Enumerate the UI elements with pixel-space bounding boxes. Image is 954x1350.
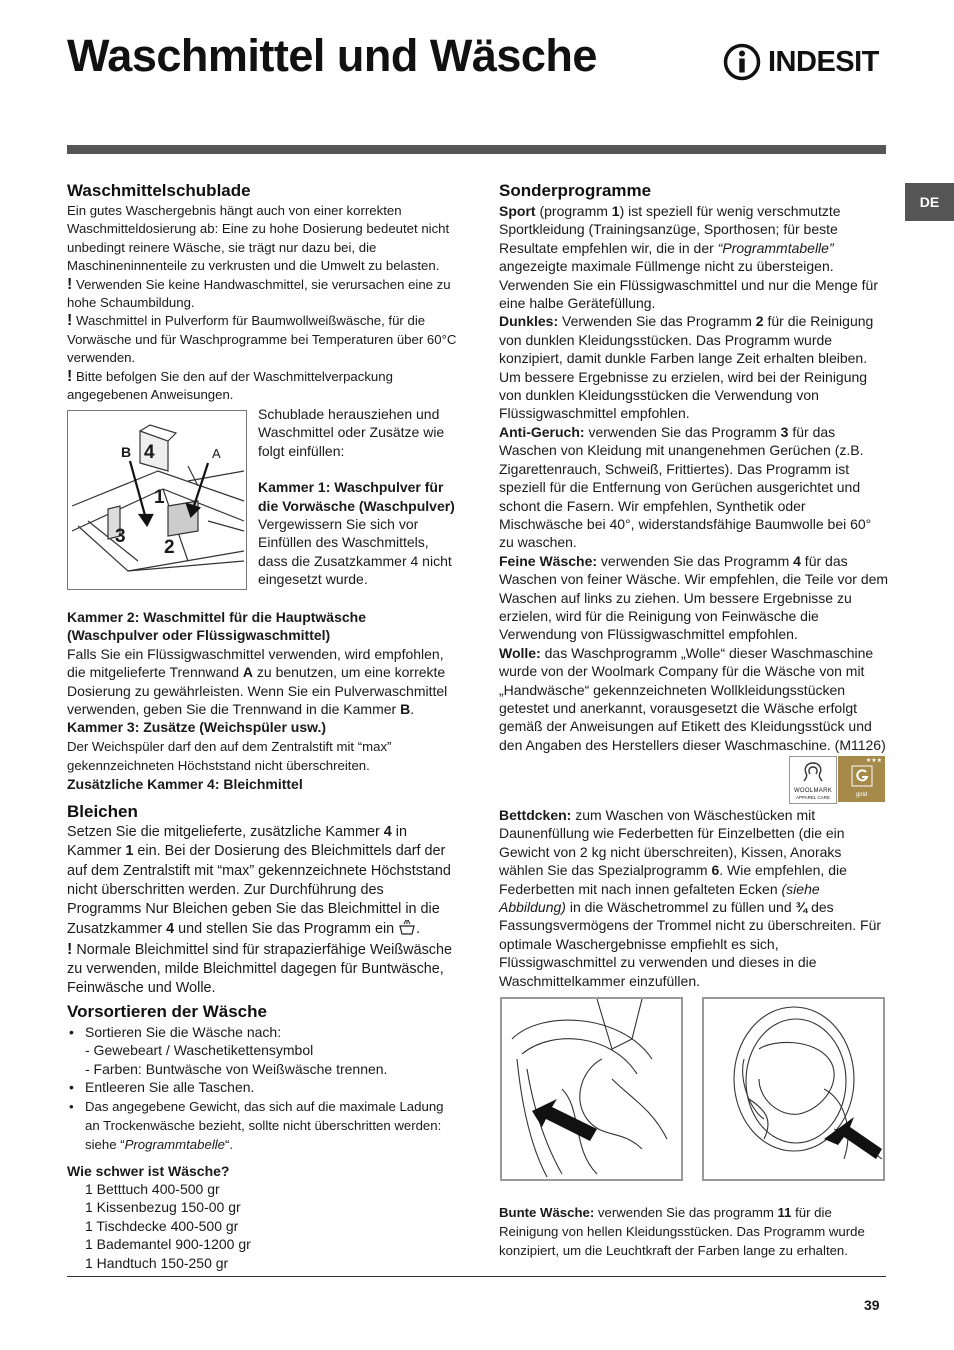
duvet-folding-illustration bbox=[704, 999, 883, 1179]
schublade-warning-3: ! Bitte befolgen Sie den auf der Waschmittelverpackung angegebenen Anweisungen. bbox=[67, 367, 393, 403]
list-item: 1 Kissenbezug 150-00 gr bbox=[85, 1199, 241, 1216]
gold-g-icon bbox=[851, 765, 873, 787]
list-item: • Sortieren Sie die Wäsche nach: - Gewebeart / Waschetikettensymbol - Farben: Buntwäsche von Weißwäsche trennen. bbox=[67, 1023, 459, 1078]
drawer-figure bbox=[67, 410, 247, 590]
bettdecken-section bbox=[499, 806, 889, 990]
list-item: 1 Betttuch 400-500 gr bbox=[85, 1181, 220, 1198]
list-item: • Entleeren Sie alle Taschen. bbox=[67, 1078, 459, 1096]
schublade-intro: Ein gutes Waschergebnis hängt auch von einer korrekten Waschmitteldosierung ab: Eine zu hohe Dosierung bedeutet nicht unbedingt reinere Wäsche, sie trägt nur dazu bei, die Maschineninnenteile zu verkrusten und die Umwelt zu belasten. bbox=[67, 203, 450, 274]
warning-icon: ! bbox=[67, 367, 73, 385]
brand-name: INDESIT bbox=[768, 45, 879, 78]
kammer-3-text: Der Weichspüler darf den auf dem Zentralstift mit “max” gekennzeichneten Höchststand nicht überschreiten. bbox=[67, 738, 392, 773]
list-item: • Das angegebene Gewicht, das sich auf die maximale Ladung an Trockenwäsche bezieht, sollte nicht überschritten werden: siehe “Programmtabelle“. bbox=[67, 1097, 459, 1154]
warning-icon: ! bbox=[67, 940, 73, 958]
duvet-figure-left bbox=[500, 997, 683, 1181]
bleichen-text: Setzen Sie die mitgelieferte, zusätzliche Kammer 4 in Kammer 1 ein. Bei der Dosierung des Bleichmittels darf der auf dem Zentralstift mit “max” gekennzeichnete Höchststand nicht überschritten werden. Zur Durchführung des Programms Nur Bleichen geben Sie das Bleichmittel in die Zusatzkammer 4 und stellen Sie das Programm ein . bbox=[67, 824, 451, 938]
bleichen-warning: ! Normale Bleichmittel sind für strapazierfähige Weißwäsche zu verwenden, milde Bleichmittel dagegen für Buntwäsche, Feinwäsche und Wolle. bbox=[67, 940, 452, 997]
bunte-waesche-section bbox=[499, 1203, 889, 1260]
warning-icon: ! bbox=[67, 275, 73, 293]
bleach-program-icon bbox=[398, 919, 416, 935]
indesit-i-icon bbox=[723, 42, 761, 82]
woolmark-logo: WOOLMARK APPAREL CARE bbox=[789, 756, 837, 804]
label-2: 2 bbox=[164, 537, 175, 558]
fig-text: Schublade herausziehen und Waschmittel oder Zusätze wie folgt einfüllen: bbox=[258, 406, 445, 459]
page-number: 39 bbox=[864, 1297, 880, 1313]
label-4: 4 bbox=[144, 442, 155, 463]
kammer-1-title: Kammer 1: Waschpulver für die Vorwäsche (Waschpulver) bbox=[258, 479, 455, 514]
weight-list bbox=[67, 1180, 459, 1272]
section-heading-vorsortieren: Vorsortieren der Wäsche bbox=[67, 1002, 267, 1021]
list-item: 1 Handtuch 150-250 gr bbox=[85, 1254, 229, 1271]
language-tab: DE bbox=[905, 183, 954, 221]
label-b: B bbox=[121, 444, 132, 460]
gold-stars: ★★★ bbox=[865, 758, 882, 764]
bunte-waesche-text: Bunte Wäsche: verwenden Sie das programm 11 für die Reinigung von hellen Kleidungsstücken. Das Programm wurde konzipiert, um die Leuchtkraft der Farben lange zu erhalten. bbox=[499, 1205, 865, 1258]
kammer-section bbox=[67, 608, 457, 793]
label-a: A bbox=[212, 446, 221, 461]
sport-text: Sport (programm 1) ist speziell für wenig verschmutzte Sportkleidung (Trainingsanzüge, Sporthosen; für beste Resultate empfehlen wir, die in der “Programmtabelle” angezeigte maximale Füllmenge nicht zu übersteigen. Verwenden Sie ein Flüssigwaschmittel und nur die Menge für eine halbe Gerätefüllung. bbox=[499, 203, 878, 312]
schublade-warning-2: ! Waschmittel in Pulverform für Baumwollweißwäsche, für die Vorwäsche und für Waschprogramme bei Temperaturen über 60°C verwenden. bbox=[67, 312, 457, 366]
label-1: 1 bbox=[154, 487, 165, 508]
section-heading-schublade: Waschmittelschublade bbox=[67, 181, 251, 200]
vorsortieren-section bbox=[67, 1001, 459, 1272]
drawer-figure-caption bbox=[258, 405, 458, 589]
brand-logo bbox=[723, 42, 879, 82]
bleichen-section bbox=[67, 801, 459, 999]
weight-heading: Wie schwer ist Wäsche? bbox=[67, 1162, 230, 1179]
dunkles-text: Dunkles: Verwenden Sie das Programm 2 für die Reinigung von dunklen Kleidungsstücken. Das Programm wurde konzipiert, damit dunkle Farben lange Zeit erhalten bleiben. Um bessere Ergebnisse zu erzielen, wird bei der Reinigung von dunklen Kleidungsstücken die Verwendung von Flüssigwaschmittel empfohlen. bbox=[499, 313, 874, 422]
wolle-text: Wolle: das Waschprogramm „Wolle“ dieser Waschmaschine wurde von der Woolmark Company für die Wäsche von mit „Handwäsche“ gekennzeichneten Wollkleidungsstücken getestet und anerkannt, vorausgesetzt die Wäsche erfolgt gemäß der Anweisungen auf Etikett des Kleidungsstück und den Angaben des Herstellers dieser Waschmaschine. (M1126) bbox=[499, 644, 886, 753]
woolmark-gold-logo: ★★★ gold bbox=[838, 756, 885, 802]
list-item: 1 Bademantel 900-1200 gr bbox=[85, 1236, 251, 1253]
anti-geruch-text: Anti-Geruch: verwenden Sie das Programm 3 für das Waschen von Kleidung mit unangenehmen Gerüchen (z.B. Zigarettenrauch, Schweiß, Frittiertes). Das Programm ist speziell für die Entfernung von Gerüchen ausgerichtet und schont die Fasern. Wir empfehlen, Synthetik oder Mischwäsche bei 40°, widerstandsfähige Baumwolle bei 60° zu waschen. bbox=[499, 423, 872, 551]
label-3: 3 bbox=[115, 526, 126, 547]
duvet-loading-illustration bbox=[502, 999, 681, 1179]
kammer-1-text: Vergewissern Sie sich vor Einfüllen des Waschmittels, dass die Zusatzkammer 4 nicht eingesetzt wurde. bbox=[258, 516, 452, 588]
bettdecken-text: Bettdcken: zum Waschen von Wäschestücken mit Daunenfüllung wie Federbetten für Einzelbetten (die ein Gewicht von 2 kg nicht überschreiten), Kissen, Anoraks wählen Sie das Spezialprogramm 6. Wie empfehlen, die Federbetten mit nach innen gefalteten Ecken (siehe Abbildung) in die Wäschetrommel zu füllen und ¾ des Fassungsvermögens der Trommel nicht zu überschreiten. Für optimale Waschergebnisse empfiehlt es sich, Flüssigwaschmittel zu verwenden und dieses in die Waschmittelkammer einzufüllen. bbox=[499, 807, 882, 989]
kammer-4-title: Zusätzliche Kammer 4: Bleichmittel bbox=[67, 775, 303, 792]
duvet-figure-right bbox=[702, 997, 885, 1181]
kammer-2-title: Kammer 2: Waschmittel für die Hauptwäsche (Waschpulver oder Flüssigwaschmittel) bbox=[67, 609, 367, 644]
schublade-warning-1: ! Verwenden Sie keine Handwaschmittel, sie verursachen eine zu hohe Schaumbildung. bbox=[67, 275, 451, 311]
sort-list bbox=[67, 1023, 459, 1154]
feine-waesche-text: Feine Wäsche: verwenden Sie das Programm 4 für das Waschen von feiner Wäsche. Wir empfehlen, die Teile vor dem Waschen auf links zu ziehen. Um bessere Ergebnisse zu erzielen, wird für die Reinigung von Feinwäsche die Verwendung von Flüssigwaschmittel empfohlen. bbox=[499, 552, 889, 643]
page-title: Waschmittel und Wäsche bbox=[67, 30, 597, 81]
header-rule bbox=[67, 145, 886, 154]
right-column bbox=[499, 180, 889, 754]
list-item: 1 Tischdecke 400-500 gr bbox=[85, 1217, 239, 1234]
section-heading-sonderprogramme: Sonderprogramme bbox=[499, 181, 652, 200]
kammer-3-title: Kammer 3: Zusätze (Weichspüler usw.) bbox=[67, 719, 327, 736]
section-heading-bleichen: Bleichen bbox=[67, 802, 138, 821]
woolmark-icon bbox=[801, 761, 825, 783]
left-column bbox=[67, 180, 457, 404]
footer-rule bbox=[67, 1276, 886, 1277]
warning-icon: ! bbox=[67, 312, 73, 330]
kammer-2-text: Falls Sie ein Flüssigwaschmittel verwenden, wird empfohlen, die mitgelieferte Trennwand A zu benutzen, um eine korrekte Dosierung zu gewährleisten. Wenn Sie ein Pulverwaschmittel verwenden, geben Sie die Trennwand in die Kammer B. bbox=[67, 645, 448, 718]
